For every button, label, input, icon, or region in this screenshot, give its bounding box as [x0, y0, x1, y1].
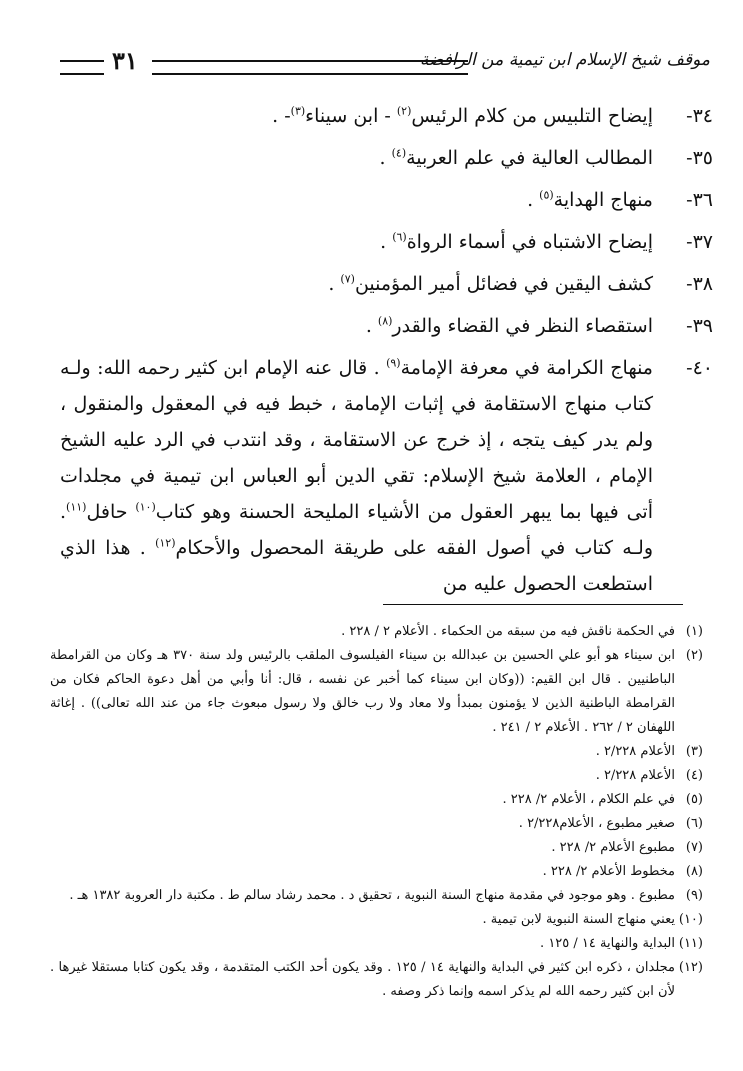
footnote-ref[interactable]: (٩) [386, 356, 401, 370]
footnote-ref[interactable]: (٣) [290, 104, 306, 118]
footnote-text: صغير مطبوع ، الأعلام٢/٢٢٨ . [518, 816, 675, 831]
item-paragraph: منهاج الكرامة في معرفة الإمامة$^{(٩)}$ . قال عنه الإمام ابن كثير رحمه الله: ولـه كتاب منهاج الاستقامة في إثبات الإمامة ، خبط فيه في المعقول والمنقول ، ولم يدر كيف يتجه ، إذ خرج عن الاستقامة ، وقد انتدب في الرد عليه الشيخ الإمام ، العلامة شيخ الإسلام: تقي الدين أبو العباس ابن تيمية في مجلدات أتى فيها بما يبهر العقول من الأشياء المليحة الحسنة وهو كتاب$^{(١٠)}$ حافل$^{(١١)}$. ولـه كتاب في أصول الفقه على طريقة المحصول والأحكام$^{(١٢)}$ . هذا الذي استطعت الحصول عليه من [60, 356, 653, 595]
item-number: ٣٨- [686, 273, 713, 295]
footnote-divider [383, 604, 683, 605]
item-number: ٣٥- [686, 147, 713, 169]
footnote [50, 908, 703, 932]
footnote-number: (٣) [685, 744, 703, 759]
footnote-number: (٦) [685, 816, 703, 831]
header-rule [152, 60, 468, 75]
footnote-number: (٨) [685, 864, 703, 879]
footnote-text: يعني منهاج السنة النبوية لابن تيمية . [482, 912, 675, 927]
list-item [60, 137, 713, 179]
list-item [60, 263, 713, 305]
footnote-number: (١٢) [678, 960, 703, 975]
main-text [60, 95, 713, 602]
item-text: إيضاح التلبيس من كلام الرئيس$^{(٢)}$ - ابن سيناء$^{(٣)}$- . [272, 104, 653, 127]
footnote-ref[interactable]: (٤) [391, 146, 407, 160]
footnote [50, 932, 703, 956]
footnote-ref[interactable]: (١١) [66, 500, 87, 514]
item-number: ٣٩- [686, 315, 713, 337]
footnote-text: في علم الكلام ، الأعلام ٢/ ٢٢٨ . [502, 792, 675, 807]
page-number: ٣١ [112, 46, 138, 75]
running-title: موقف شيخ الإسلام ابن تيمية من الرافضة [419, 50, 710, 70]
footnote [50, 860, 703, 884]
footnote-ref[interactable]: (٦) [392, 230, 407, 244]
footnote [50, 740, 703, 764]
footnote-ref[interactable]: (١٠) [135, 500, 156, 514]
item-number: ٣٦- [686, 189, 713, 211]
footnote-text: ابن سيناء هو أبو علي الحسين بن عبدالله بن سيناء الفيلسوف الملقب بالرئيس ولد سنة ٣٧٠ هـ وكان من القرامطة الباطنيين . قال ابن القيم: ((وكان ابن سيناء كما أخبر عن نفسه ، قال: أنا وأبي من أهل دعوة الحاكم فكان من القرامطة الباطنية الذين لا يؤمنون بمبدأ ولا معاد ولا رب خالق ولا رسول مبعوث جاء من عند الله تعالى)) . إغاثة اللهفان ٢ / ٢٦٢ . الأعلام ٢ / ٢٤١ . [50, 648, 675, 735]
footnote-ref[interactable]: (٢) [396, 104, 412, 118]
footnote-ref[interactable]: (٨) [377, 314, 393, 328]
list-item [60, 305, 713, 347]
item-text: كشف اليقين في فضائل أمير المؤمنين$^{(٧)}$ . [328, 272, 653, 295]
footnote [50, 764, 703, 788]
footnote-number: (٩) [685, 888, 703, 903]
footnote [50, 620, 703, 644]
list-item [60, 347, 713, 602]
footnote-number: (٤) [685, 768, 703, 783]
item-number: ٣٤- [686, 105, 713, 127]
header-rule-left [60, 60, 104, 75]
footnote-text: مجلدان ، ذكره ابن كثير في البداية والنهاية ١٤ / ١٢٥ . وقد يكون أحد الكتب المتقدمة ، وقد يكون كتابا مستقلا غيرها . لأن ابن كثير رحمه الله لم يذكر اسمه وإنما ذكر وصفه . [50, 960, 675, 999]
footnote-ref[interactable]: (٥) [539, 188, 554, 202]
footnote-number: (٢) [685, 648, 703, 663]
footnote [50, 644, 703, 740]
footnote-number: (٧) [685, 840, 703, 855]
footnote-text: في الحكمة ناقش فيه من سبقه من الحكماء . الأعلام ٢ / ٢٢٨ . [341, 624, 675, 639]
footnote [50, 788, 703, 812]
footnote-text: الأعلام ٢/٢٢٨ . [595, 744, 675, 759]
footnote-number: (١٠) [678, 912, 703, 927]
footnote-ref[interactable]: (١٢) [155, 536, 176, 550]
footnote-text: الأعلام ٢/٢٢٨ . [595, 768, 675, 783]
footnotes [50, 620, 703, 1004]
item-number: ٤٠- [686, 357, 713, 379]
footnote-text: مطبوع . وهو موجود في مقدمة منهاج السنة النبوية ، تحقيق د . محمد رشاد سالم ط . مكتبة دار العروبة ١٣٨٢ هـ . [69, 888, 675, 903]
list-item [60, 221, 713, 263]
footnote-number: (١١) [678, 936, 703, 951]
footnote [50, 836, 703, 860]
footnote-text: مخطوط الأعلام ٢/ ٢٢٨ . [542, 864, 675, 879]
footnote-text: مطبوع الأعلام ٢/ ٢٢٨ . [551, 840, 675, 855]
footnote [50, 812, 703, 836]
item-text: استقصاء النظر في القضاء والقدر$^{(٨)}$ . [365, 314, 653, 337]
item-text: منهاج الهداية$^{(٥)}$ . [527, 188, 653, 211]
footnote [50, 956, 703, 1004]
footnote-number: (١) [685, 624, 703, 639]
list-item [60, 179, 713, 221]
item-number: ٣٧- [686, 231, 713, 253]
list-item [60, 95, 713, 137]
footnote-text: البداية والنهاية ١٤ / ١٢٥ . [540, 936, 675, 951]
item-text: المطالب العالية في علم العربية$^{(٤)}$ . [379, 146, 653, 169]
page-header [60, 42, 710, 82]
footnote-number: (٥) [685, 792, 703, 807]
item-text: إيضاح الاشتباه في أسماء الرواة$^{(٦)}$ . [380, 230, 653, 253]
footnote-ref[interactable]: (٧) [340, 272, 355, 286]
footnote [50, 884, 703, 908]
